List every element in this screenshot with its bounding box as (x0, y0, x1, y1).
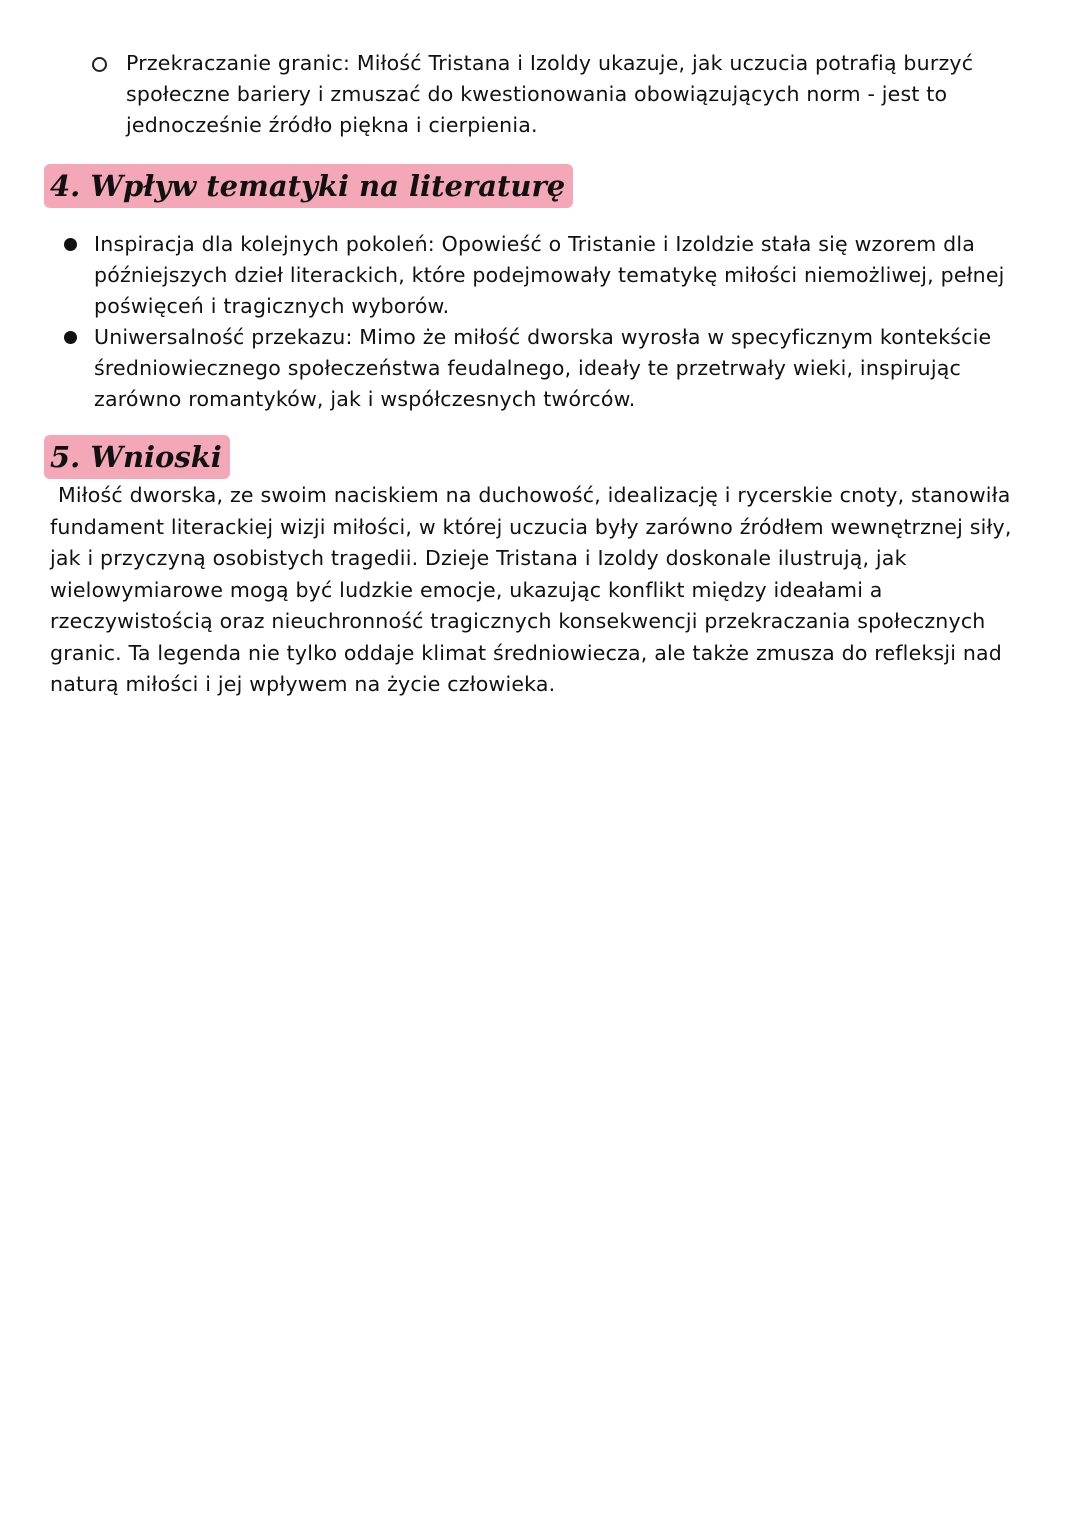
section-4-bullet-list (60, 229, 1020, 415)
bullet-item (60, 229, 1020, 322)
filled-circle-bullet-icon (64, 331, 77, 344)
sub-bullet-item (92, 48, 1032, 141)
sub-bullet-text: Przekraczanie granic: Miłość Tristana i Izoldy ukazuje, jak uczucia potrafią burzyć społeczne bariery i zmuszać do kwestionowania obowiązujących norm - jest to jednocześnie źródło piękna i cierpienia. (126, 51, 974, 137)
section-5-heading: 5. Wnioski (44, 435, 230, 479)
filled-circle-bullet-icon (64, 238, 77, 251)
section-4-heading: 4. Wpływ tematyki na literaturę (44, 164, 573, 208)
bullet-text: Inspiracja dla kolejnych pokoleń: Opowieść o Tristanie i Izoldzie stała się wzorem dla późniejszych dzieł literackich, które podejmowały tematykę miłości niemożliwej, pełnej poświęceń i tragicznych wyborów. (94, 232, 1005, 318)
conclusion-paragraph: Miłość dworska, ze swoim naciskiem na duchowość, idealizację i rycerskie cnoty, stanowiła fundament literackiej wizji miłości, w której uczucia były zarówno źródłem wewnętrznej siły, jak i przyczyną osobistych tragedii. Dzieje Tristana i Izoldy doskonale ilustrują, jak wielowymiarowe mogą być ludzkie emocje, ukazując konflikt między ideałami a rzeczywistością oraz nieuchronność tragicznych konsekwencji przekraczania społecznych granic. Ta legenda nie tylko oddaje klimat średniowiecza, ale także zmusza do refleksji nad naturą miłości i jej wpływem na życie człowieka. (50, 483, 1012, 696)
hollow-circle-bullet-icon (92, 57, 107, 72)
bullet-item (60, 322, 1020, 415)
bullet-text: Uniwersalność przekazu: Mimo że miłość dworska wyrosła w specyficznym kontekście średniowiecznego społeczeństwa feudalnego, ideały te przetrwały wieki, inspirując zarówno romantyków, jak i współczesnych twórców. (94, 325, 992, 411)
